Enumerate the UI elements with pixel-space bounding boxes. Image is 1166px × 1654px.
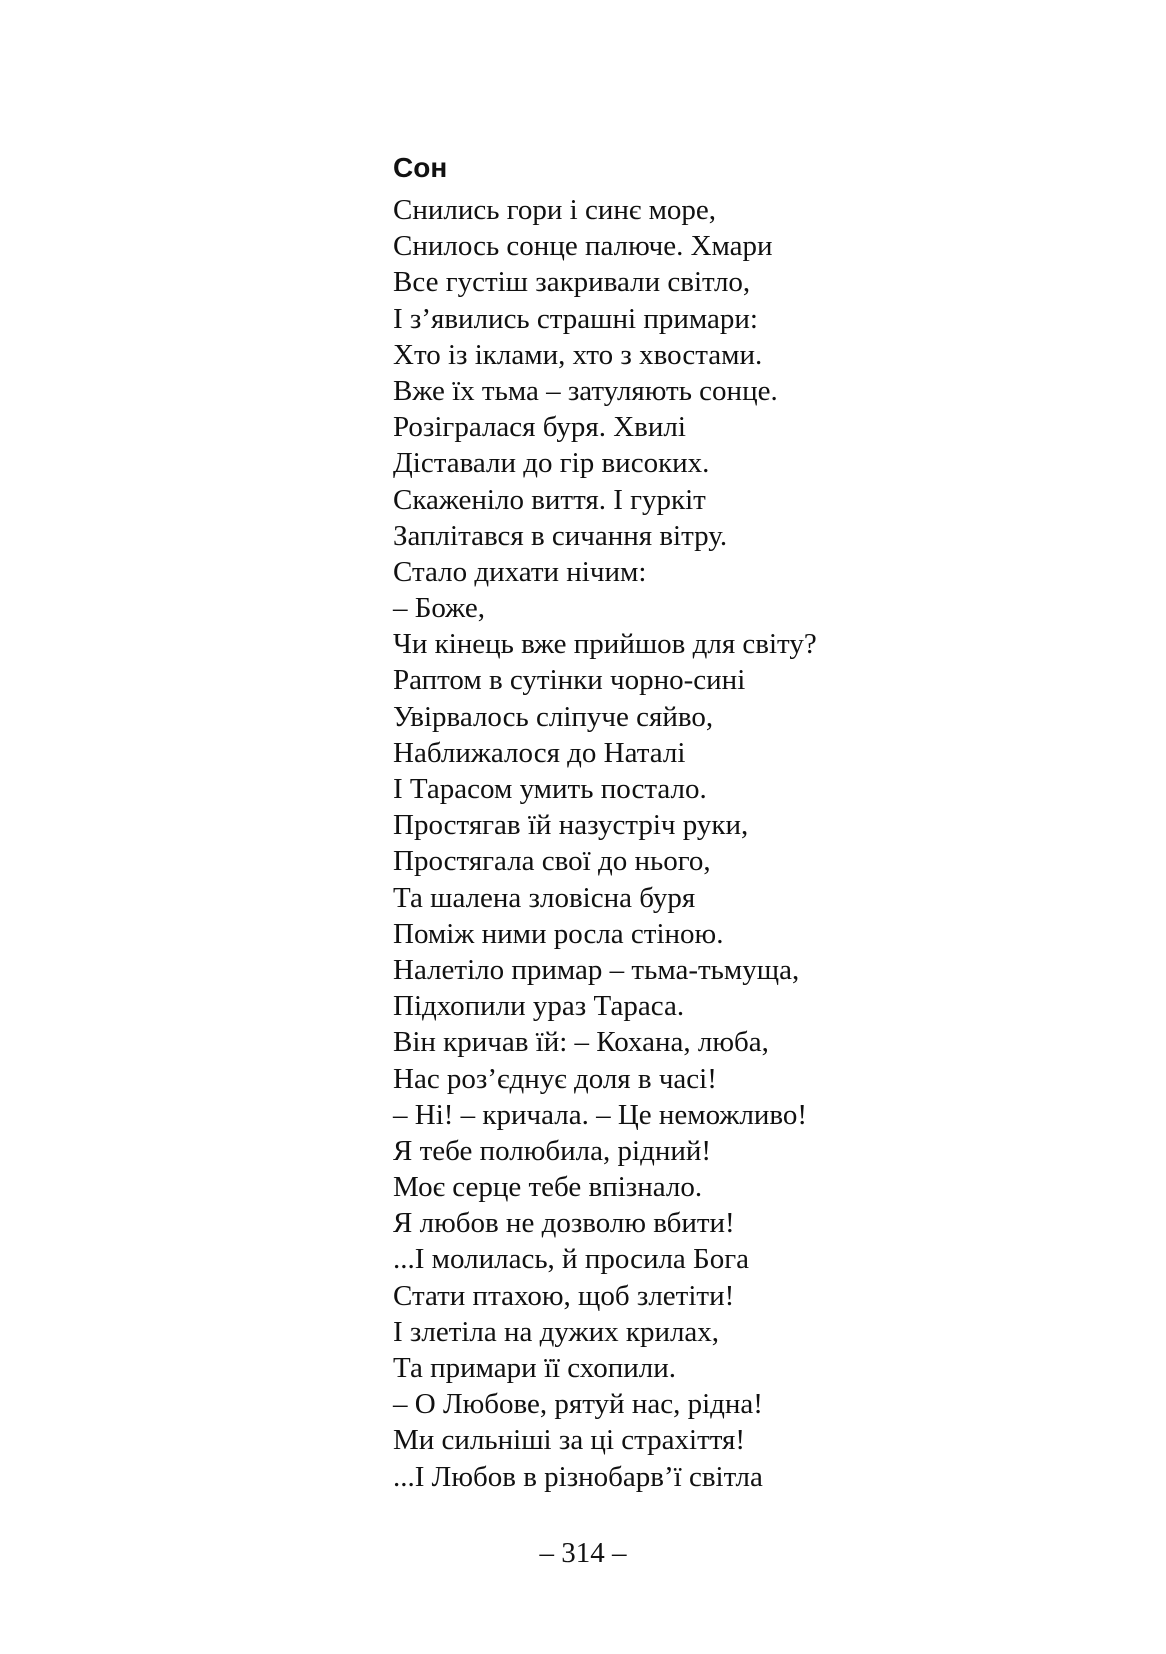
poem-line: Поміж ними росла стіною. [393,917,724,950]
poem-line: Заплітався в сичання вітру. [393,519,728,552]
poem-line: І злетіла на дужих крилах, [393,1315,720,1348]
poem-line: – Боже, [393,592,485,625]
poem-line: Він кричав їй: – Кохана, люба, [393,1026,769,1059]
poem-line: Я любов не дозволю вбити! [393,1207,735,1240]
poem-line: Снилось сонце палюче. Хмари [393,230,773,263]
poem-line: Простягала свої до нього, [393,845,711,878]
poem-line: Розігралася буря. Хвилі [393,411,686,444]
poem-line: Скаженіло виття. І гуркіт [393,483,706,516]
poem-line: Увірвалось сліпуче сяйво, [393,700,714,733]
poem-line: Діставали до гір високих. [393,447,710,480]
poem-line: Налетіло примар – тьма-тьмуща, [393,953,800,986]
poem-line: Підхопили ураз Тараса. [393,990,685,1023]
poem-line: Вже їх тьма – затуляють сонце. [393,374,778,407]
poem-line: Стати птахою, щоб злетіти! [393,1279,735,1312]
poem-line: ...І Любов в різнобарв’ї світла [393,1460,763,1493]
poem-line: ...І молилась, й просила Бога [393,1243,749,1276]
poem-line: І Тарасом умить постало. [393,773,707,805]
poem-line: Я тебе полюбила, рідний! [393,1134,712,1167]
poem-line: Наближалося до Наталі [393,736,686,769]
poem-line: Та шалена зловісна буря [393,881,696,914]
poem-line: І з’явились страшні примари: [393,302,758,335]
poem-line: Все густіш закривали світло, [393,266,751,299]
poem-line: – Ні! – кричала. – Це неможливо! [393,1098,808,1131]
page-number: – 314 – [539,1537,627,1569]
poem-line: Простягав їй назустріч руки, [393,809,749,842]
poem-line: Моє серце тебе впізнало. [393,1171,703,1204]
poem-line: – О Любове, рятуй нас, рідна! [393,1388,763,1421]
poem-line: Раптом в сутінки чорно-сині [393,664,746,697]
poem-lines [393,192,1093,1495]
poem-line: Чи кінець вже прийшов для світу? [393,628,817,661]
poem [393,150,1093,1495]
poem-line: Нас роз’єднує доля в часі! [393,1062,717,1095]
poem-line: Снились гори і синє море, [393,194,717,226]
poem-line: Хто із іклами, хто з хвостами. [393,338,763,371]
poem-title: Сон [393,152,448,183]
poem-line: Ми сильніші за ці страхіття! [393,1424,746,1457]
poem-line: Стало дихати нічим: [393,555,647,588]
poem-line: Та примари її схопили. [393,1352,676,1384]
